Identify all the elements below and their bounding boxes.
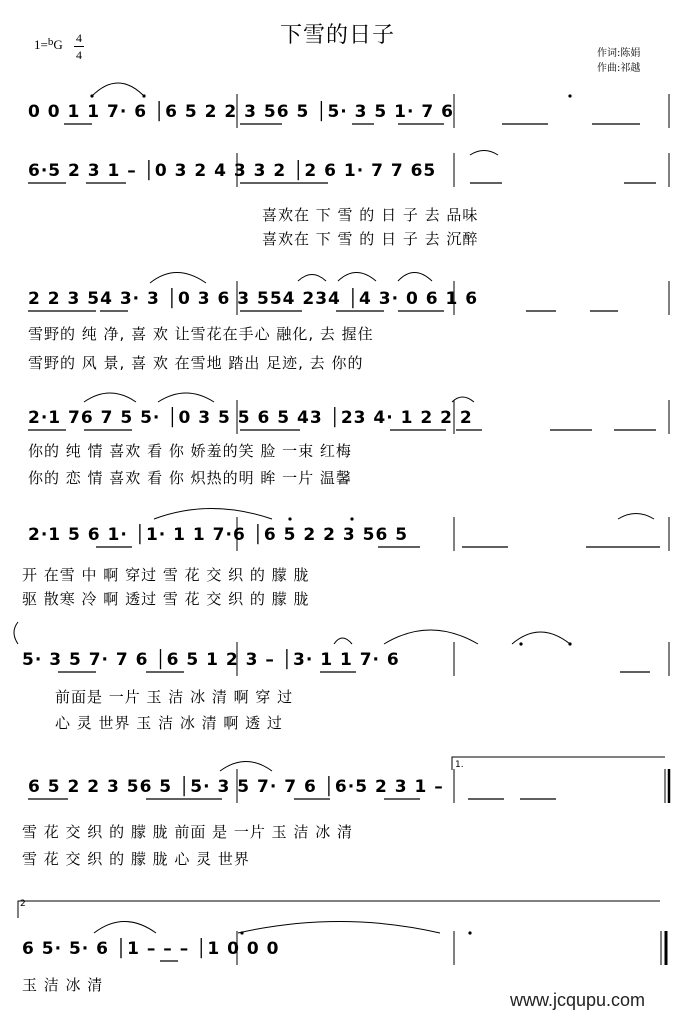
site-watermark: www.jcqupu.com xyxy=(510,990,646,1010)
time-signature-bottom: 4 xyxy=(76,48,82,62)
lyric-line-6-verse-1: 前面是 一片 玉 洁 冰 清 啊 穿 过 xyxy=(55,688,294,706)
time-signature-top: 4 xyxy=(76,31,82,45)
slur xyxy=(338,273,376,282)
lyricist-credit: 作词:陈娟 xyxy=(597,48,641,59)
octave-dot xyxy=(142,94,145,97)
key-note: G xyxy=(53,37,63,52)
lyric-line-7-verse-2: 雪 花 交 织 的 朦 胧 心 灵 世界 xyxy=(22,850,250,868)
notation-line-4: 2·1 76 7 5 5· │0 3 5 5 6 5 43 │23 4· 1 2 2 2 xyxy=(28,408,473,428)
lyric-line-5-verse-1: 开 在雪 中 啊 穿过 雪 花 交 织 的 朦 胧 xyxy=(22,566,310,584)
octave-dot xyxy=(288,517,291,520)
slur xyxy=(84,393,136,402)
slur xyxy=(452,397,474,402)
notation-line-6: 5· 3 5 7· 7 6 │6 5 1 2 3 – │3· 1 1 7· 6 xyxy=(22,650,400,670)
lyric-line-2-verse-1: 喜欢在 下 雪 的 日 子 去 品味 xyxy=(262,206,479,224)
slur xyxy=(94,922,156,934)
slur xyxy=(14,622,18,644)
slur xyxy=(398,273,432,282)
octave-dot xyxy=(350,517,353,520)
slur xyxy=(154,509,272,520)
octave-dot xyxy=(240,931,243,934)
slur xyxy=(618,514,654,520)
volta-bracket-1 xyxy=(452,757,665,770)
slur xyxy=(334,638,352,644)
octave-dot xyxy=(568,94,571,97)
slur xyxy=(238,922,440,934)
slur xyxy=(150,273,206,284)
slur xyxy=(512,632,570,644)
slur xyxy=(220,762,272,772)
notation-line-1: 0 0 1 1 7· 6 │6 5 2 2 3 56 5 │5· 3 5 1· 7 6 xyxy=(28,102,454,122)
slur xyxy=(298,275,326,282)
lyric-line-7-verse-1: 雪 花 交 织 的 朦 胧 前面 是 一片 玉 洁 冰 清 xyxy=(22,823,353,841)
lyric-line-4-verse-1: 你的 纯 情 喜欢 看 你 娇羞的笑 脸 一束 红梅 xyxy=(28,442,352,460)
notation-line-3: 2 2 3 54 3· 3 │0 3 6 3 554 234 │4 3· 0 6 1 6 xyxy=(28,289,479,309)
lyric-line-3-verse-1: 雪野的 纯 净, 喜 欢 让雪花在手心 融化, 去 握住 xyxy=(28,325,374,343)
lyric-line-2-verse-2: 喜欢在 下 雪 的 日 子 去 沉醉 xyxy=(262,230,479,248)
octave-dot xyxy=(468,931,471,934)
slur xyxy=(158,393,214,402)
volta-first-label: 1. xyxy=(455,760,464,770)
octave-dot xyxy=(568,642,571,645)
notation-line-5: 2·1 5 6 1· │1· 1 1 7·6 │6 5 2 2 3 56 5 xyxy=(28,525,409,545)
key-flat: b xyxy=(47,36,54,48)
volta-bracket-2 xyxy=(18,901,660,918)
notation-line-2: 6·5 2 3 1 – │0 3 2 4 3 3 2 │2 6 1· 7 7 65 xyxy=(28,161,437,181)
lyric-line-8-verse-1: 玉 洁 冰 清 xyxy=(22,976,104,994)
lyric-line-3-verse-2: 雪野的 风 景, 喜 欢 在雪地 踏出 足迹, 去 你的 xyxy=(28,354,364,372)
octave-dot xyxy=(519,642,522,645)
lyric-line-5-verse-2: 驱 散寒 冷 啊 透过 雪 花 交 织 的 朦 胧 xyxy=(22,590,310,608)
slur xyxy=(92,83,144,96)
notation-line-7: 6 5 2 2 3 56 5 │5· 3 5 7· 7 6 │6·5 2 3 1 – xyxy=(28,777,444,797)
notation-line-8: 6 5· 5· 6 │1 – – – │1 0 0 0 xyxy=(22,939,280,959)
key-label: 1= xyxy=(34,37,48,52)
lyric-line-4-verse-2: 你的 恋 情 喜欢 看 你 炽热的明 眸 一片 温馨 xyxy=(28,469,352,487)
lyric-line-6-verse-2: 心 灵 世界 玉 洁 冰 清 啊 透 过 xyxy=(55,714,283,732)
volta-second-label: 2 xyxy=(20,899,26,909)
song-title: 下雪的日子 xyxy=(280,23,396,48)
slur xyxy=(384,630,478,644)
composer-credit: 作曲:祁越 xyxy=(597,63,641,74)
octave-dot xyxy=(90,94,93,97)
slur xyxy=(470,151,498,156)
